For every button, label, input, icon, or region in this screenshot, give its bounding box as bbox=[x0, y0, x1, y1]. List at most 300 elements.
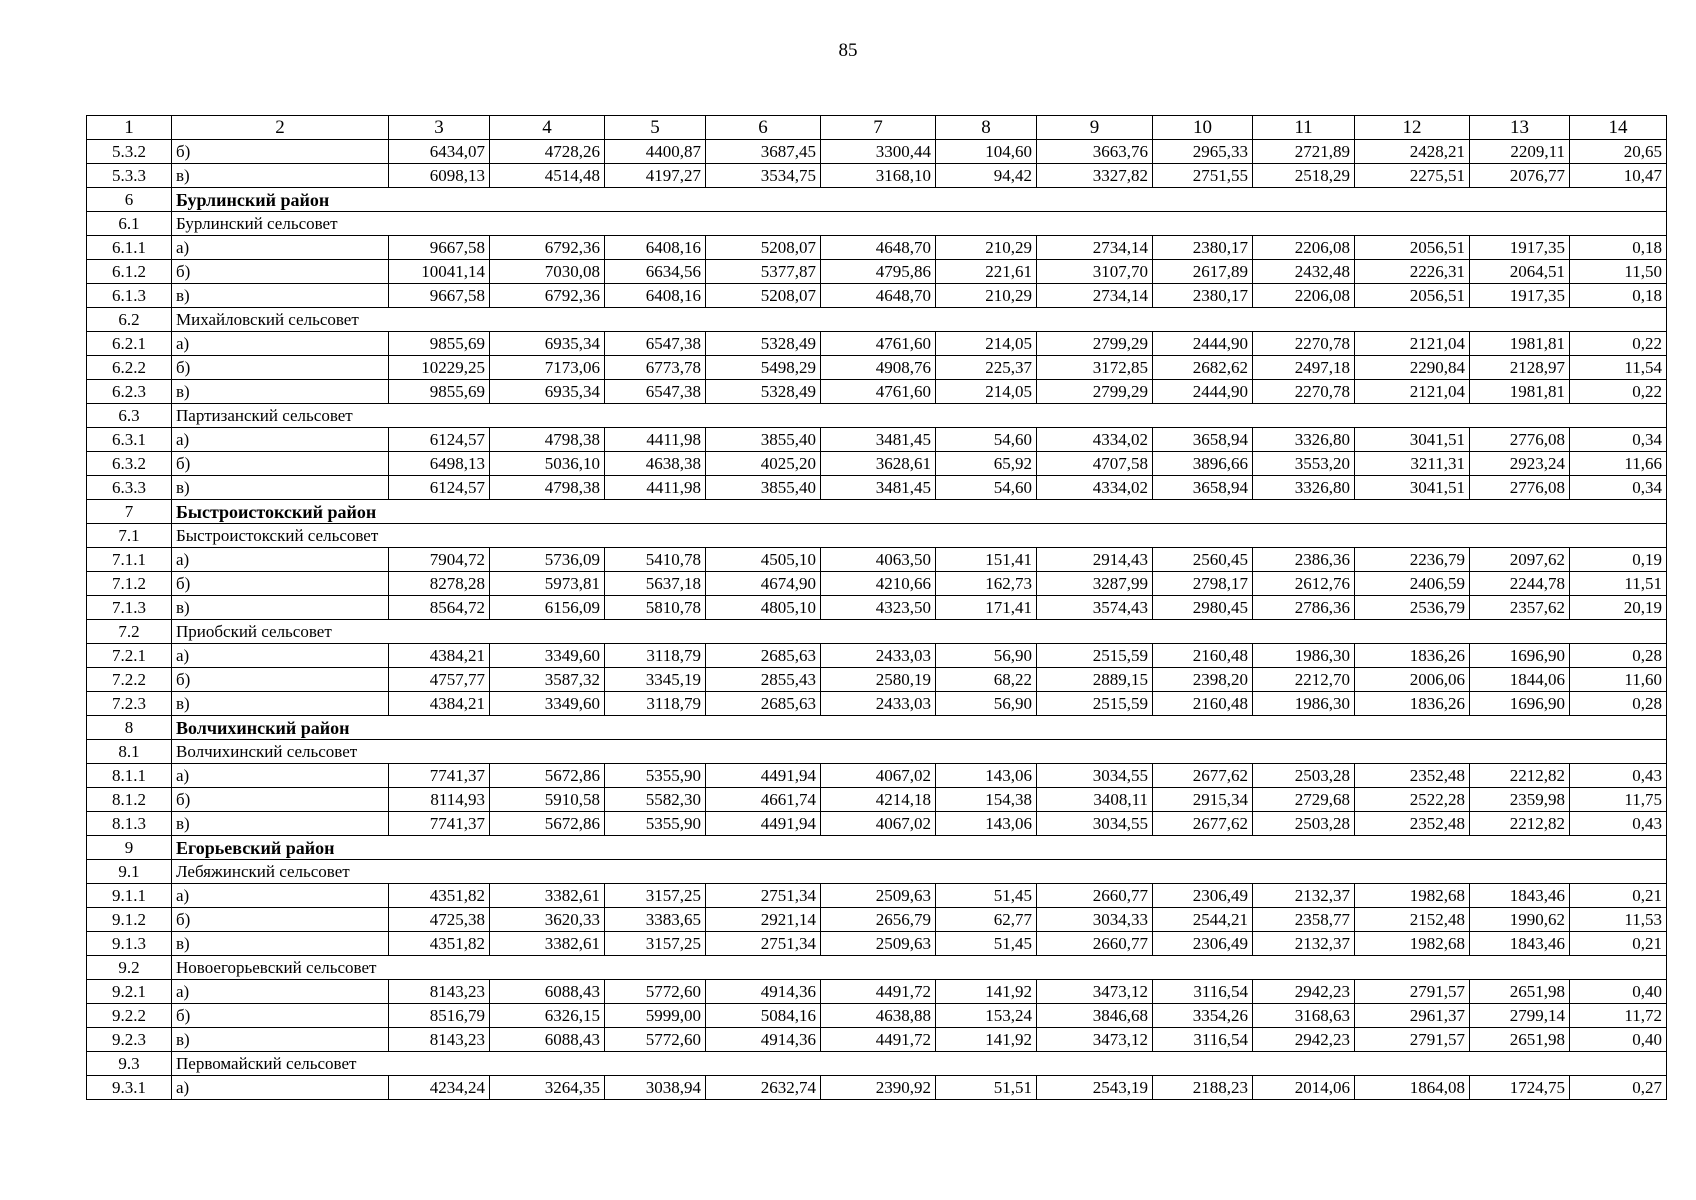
value-cell: 2961,37 bbox=[1355, 1004, 1470, 1028]
row-code: 6.1 bbox=[87, 212, 172, 236]
value-cell: 3038,94 bbox=[605, 1076, 706, 1100]
value-cell: 4707,58 bbox=[1037, 452, 1153, 476]
row-code: 7.2.1 bbox=[87, 644, 172, 668]
table-row bbox=[87, 140, 1667, 164]
value-cell: 4067,02 bbox=[821, 764, 936, 788]
value-cell: 6935,34 bbox=[490, 332, 605, 356]
value-cell: 2734,14 bbox=[1037, 236, 1153, 260]
row-label: б) bbox=[172, 572, 389, 596]
table-row bbox=[87, 1004, 1667, 1028]
table-row bbox=[87, 788, 1667, 812]
table-row bbox=[87, 692, 1667, 716]
value-cell: 4908,76 bbox=[821, 356, 936, 380]
district-title: Волчихинский район bbox=[172, 716, 1667, 740]
value-cell: 11,50 bbox=[1570, 260, 1667, 284]
value-cell: 2128,97 bbox=[1470, 356, 1570, 380]
row-label: в) bbox=[172, 932, 389, 956]
value-cell: 2064,51 bbox=[1470, 260, 1570, 284]
value-cell: 7741,37 bbox=[389, 812, 490, 836]
value-cell: 9667,58 bbox=[389, 284, 490, 308]
value-cell: 2275,51 bbox=[1355, 164, 1470, 188]
value-cell: 141,92 bbox=[936, 980, 1037, 1004]
row-label: б) bbox=[172, 140, 389, 164]
value-cell: 3354,26 bbox=[1153, 1004, 1253, 1028]
row-code: 9.1 bbox=[87, 860, 172, 884]
value-cell: 5772,60 bbox=[605, 980, 706, 1004]
value-cell: 3587,32 bbox=[490, 668, 605, 692]
value-cell: 2651,98 bbox=[1470, 980, 1570, 1004]
value-cell: 3408,11 bbox=[1037, 788, 1153, 812]
value-cell: 2398,20 bbox=[1153, 668, 1253, 692]
value-cell: 4914,36 bbox=[706, 1028, 821, 1052]
value-cell: 4197,27 bbox=[605, 164, 706, 188]
value-cell: 3107,70 bbox=[1037, 260, 1153, 284]
row-label: б) bbox=[172, 668, 389, 692]
row-code: 8.1.3 bbox=[87, 812, 172, 836]
section-row bbox=[87, 1052, 1667, 1076]
value-cell: 2889,15 bbox=[1037, 668, 1153, 692]
table-row bbox=[87, 980, 1667, 1004]
value-cell: 62,77 bbox=[936, 908, 1037, 932]
table-row bbox=[87, 932, 1667, 956]
row-code: 7.2.3 bbox=[87, 692, 172, 716]
value-cell: 4334,02 bbox=[1037, 428, 1153, 452]
value-cell: 2244,78 bbox=[1470, 572, 1570, 596]
district-row bbox=[87, 188, 1667, 212]
value-cell: 3620,33 bbox=[490, 908, 605, 932]
row-code: 6.2.3 bbox=[87, 380, 172, 404]
value-cell: 2515,59 bbox=[1037, 644, 1153, 668]
value-cell: 3041,51 bbox=[1355, 428, 1470, 452]
section-row bbox=[87, 308, 1667, 332]
value-cell: 6408,16 bbox=[605, 236, 706, 260]
value-cell: 2188,23 bbox=[1153, 1076, 1253, 1100]
value-cell: 2380,17 bbox=[1153, 284, 1253, 308]
value-cell: 2660,77 bbox=[1037, 884, 1153, 908]
value-cell: 20,19 bbox=[1570, 596, 1667, 620]
tariff-table bbox=[86, 115, 1667, 1100]
value-cell: 2380,17 bbox=[1153, 236, 1253, 260]
value-cell: 9667,58 bbox=[389, 236, 490, 260]
value-cell: 2428,21 bbox=[1355, 140, 1470, 164]
value-cell: 2651,98 bbox=[1470, 1028, 1570, 1052]
row-code: 6.1.1 bbox=[87, 236, 172, 260]
value-cell: 225,37 bbox=[936, 356, 1037, 380]
row-code: 6.2.1 bbox=[87, 332, 172, 356]
value-cell: 6792,36 bbox=[490, 236, 605, 260]
value-cell: 3157,25 bbox=[605, 932, 706, 956]
value-cell: 1986,30 bbox=[1253, 692, 1355, 716]
column-header: 9 bbox=[1037, 116, 1153, 140]
value-cell: 5036,10 bbox=[490, 452, 605, 476]
value-cell: 2799,14 bbox=[1470, 1004, 1570, 1028]
row-label: в) bbox=[172, 284, 389, 308]
value-cell: 5672,86 bbox=[490, 764, 605, 788]
value-cell: 2132,37 bbox=[1253, 932, 1355, 956]
value-cell: 171,41 bbox=[936, 596, 1037, 620]
value-cell: 0,40 bbox=[1570, 1028, 1667, 1052]
value-cell: 4025,20 bbox=[706, 452, 821, 476]
value-cell: 5973,81 bbox=[490, 572, 605, 596]
value-cell: 2509,63 bbox=[821, 884, 936, 908]
value-cell: 2290,84 bbox=[1355, 356, 1470, 380]
value-cell: 2751,34 bbox=[706, 932, 821, 956]
value-cell: 3118,79 bbox=[605, 644, 706, 668]
value-cell: 2509,63 bbox=[821, 932, 936, 956]
value-cell: 6434,07 bbox=[389, 140, 490, 164]
value-cell: 4674,90 bbox=[706, 572, 821, 596]
value-cell: 4798,38 bbox=[490, 428, 605, 452]
value-cell: 0,43 bbox=[1570, 764, 1667, 788]
section-row bbox=[87, 524, 1667, 548]
value-cell: 4323,50 bbox=[821, 596, 936, 620]
value-cell: 3534,75 bbox=[706, 164, 821, 188]
table-row bbox=[87, 1028, 1667, 1052]
value-cell: 3116,54 bbox=[1153, 980, 1253, 1004]
row-code: 9 bbox=[87, 836, 172, 860]
row-label: б) bbox=[172, 356, 389, 380]
value-cell: 54,60 bbox=[936, 476, 1037, 500]
value-cell: 3118,79 bbox=[605, 692, 706, 716]
column-header: 6 bbox=[706, 116, 821, 140]
value-cell: 2786,36 bbox=[1253, 596, 1355, 620]
value-cell: 2358,77 bbox=[1253, 908, 1355, 932]
value-cell: 2212,70 bbox=[1253, 668, 1355, 692]
value-cell: 11,75 bbox=[1570, 788, 1667, 812]
value-cell: 2980,45 bbox=[1153, 596, 1253, 620]
section-row bbox=[87, 404, 1667, 428]
value-cell: 8143,23 bbox=[389, 1028, 490, 1052]
value-cell: 104,60 bbox=[936, 140, 1037, 164]
value-cell: 4757,77 bbox=[389, 668, 490, 692]
value-cell: 2515,59 bbox=[1037, 692, 1153, 716]
row-label: в) bbox=[172, 380, 389, 404]
value-cell: 51,51 bbox=[936, 1076, 1037, 1100]
value-cell: 1696,90 bbox=[1470, 644, 1570, 668]
district-row bbox=[87, 836, 1667, 860]
value-cell: 3658,94 bbox=[1153, 428, 1253, 452]
table-row bbox=[87, 644, 1667, 668]
value-cell: 2522,28 bbox=[1355, 788, 1470, 812]
value-cell: 3326,80 bbox=[1253, 476, 1355, 500]
value-cell: 6773,78 bbox=[605, 356, 706, 380]
value-cell: 0,40 bbox=[1570, 980, 1667, 1004]
value-cell: 6547,38 bbox=[605, 332, 706, 356]
value-cell: 2270,78 bbox=[1253, 380, 1355, 404]
value-cell: 2444,90 bbox=[1153, 380, 1253, 404]
value-cell: 11,53 bbox=[1570, 908, 1667, 932]
row-code: 9.2.3 bbox=[87, 1028, 172, 1052]
row-code: 8 bbox=[87, 716, 172, 740]
value-cell: 2209,11 bbox=[1470, 140, 1570, 164]
value-cell: 3326,80 bbox=[1253, 428, 1355, 452]
value-cell: 1981,81 bbox=[1470, 332, 1570, 356]
value-cell: 2014,06 bbox=[1253, 1076, 1355, 1100]
district-title: Быстроистокский район bbox=[172, 500, 1667, 524]
value-cell: 5582,30 bbox=[605, 788, 706, 812]
row-code: 7.1.3 bbox=[87, 596, 172, 620]
value-cell: 94,42 bbox=[936, 164, 1037, 188]
value-cell: 4384,21 bbox=[389, 644, 490, 668]
row-code: 9.3 bbox=[87, 1052, 172, 1076]
value-cell: 4661,74 bbox=[706, 788, 821, 812]
value-cell: 4334,02 bbox=[1037, 476, 1153, 500]
value-cell: 2721,89 bbox=[1253, 140, 1355, 164]
value-cell: 10,47 bbox=[1570, 164, 1667, 188]
value-cell: 5672,86 bbox=[490, 812, 605, 836]
value-cell: 3473,12 bbox=[1037, 1028, 1153, 1052]
value-cell: 2518,29 bbox=[1253, 164, 1355, 188]
value-cell: 3349,60 bbox=[490, 644, 605, 668]
table-row bbox=[87, 884, 1667, 908]
column-header: 2 bbox=[172, 116, 389, 140]
value-cell: 3034,55 bbox=[1037, 812, 1153, 836]
value-cell: 1696,90 bbox=[1470, 692, 1570, 716]
value-cell: 3168,10 bbox=[821, 164, 936, 188]
table-row bbox=[87, 380, 1667, 404]
value-cell: 2121,04 bbox=[1355, 332, 1470, 356]
value-cell: 4638,88 bbox=[821, 1004, 936, 1028]
row-code: 8.1 bbox=[87, 740, 172, 764]
row-label: а) bbox=[172, 236, 389, 260]
table-row bbox=[87, 452, 1667, 476]
value-cell: 2612,76 bbox=[1253, 572, 1355, 596]
value-cell: 2432,48 bbox=[1253, 260, 1355, 284]
value-cell: 2270,78 bbox=[1253, 332, 1355, 356]
value-cell: 0,21 bbox=[1570, 932, 1667, 956]
value-cell: 6156,09 bbox=[490, 596, 605, 620]
column-header: 5 bbox=[605, 116, 706, 140]
row-code: 5.3.2 bbox=[87, 140, 172, 164]
value-cell: 2352,48 bbox=[1355, 812, 1470, 836]
value-cell: 3157,25 bbox=[605, 884, 706, 908]
value-cell: 3349,60 bbox=[490, 692, 605, 716]
value-cell: 7904,72 bbox=[389, 548, 490, 572]
value-cell: 8114,93 bbox=[389, 788, 490, 812]
value-cell: 3116,54 bbox=[1153, 1028, 1253, 1052]
value-cell: 6547,38 bbox=[605, 380, 706, 404]
value-cell: 4805,10 bbox=[706, 596, 821, 620]
value-cell: 3172,85 bbox=[1037, 356, 1153, 380]
value-cell: 65,92 bbox=[936, 452, 1037, 476]
value-cell: 5736,09 bbox=[490, 548, 605, 572]
value-cell: 3896,66 bbox=[1153, 452, 1253, 476]
row-code: 8.1.1 bbox=[87, 764, 172, 788]
value-cell: 143,06 bbox=[936, 764, 1037, 788]
value-cell: 141,92 bbox=[936, 1028, 1037, 1052]
value-cell: 6088,43 bbox=[490, 1028, 605, 1052]
value-cell: 0,28 bbox=[1570, 692, 1667, 716]
section-title: Лебяжинский сельсовет bbox=[172, 860, 1667, 884]
value-cell: 10041,14 bbox=[389, 260, 490, 284]
section-title: Приобский сельсовет bbox=[172, 620, 1667, 644]
row-code: 6.1.2 bbox=[87, 260, 172, 284]
table-row bbox=[87, 332, 1667, 356]
value-cell: 3382,61 bbox=[490, 932, 605, 956]
value-cell: 3628,61 bbox=[821, 452, 936, 476]
column-header: 14 bbox=[1570, 116, 1667, 140]
value-cell: 3168,63 bbox=[1253, 1004, 1355, 1028]
row-code: 7.2 bbox=[87, 620, 172, 644]
value-cell: 1982,68 bbox=[1355, 884, 1470, 908]
row-code: 7.1.1 bbox=[87, 548, 172, 572]
row-label: б) bbox=[172, 260, 389, 284]
table-row bbox=[87, 236, 1667, 260]
value-cell: 4491,72 bbox=[821, 980, 936, 1004]
value-cell: 3855,40 bbox=[706, 476, 821, 500]
value-cell: 9855,69 bbox=[389, 380, 490, 404]
section-row bbox=[87, 860, 1667, 884]
value-cell: 0,18 bbox=[1570, 236, 1667, 260]
row-code: 6.3.3 bbox=[87, 476, 172, 500]
value-cell: 2056,51 bbox=[1355, 284, 1470, 308]
value-cell: 2965,33 bbox=[1153, 140, 1253, 164]
value-cell: 5377,87 bbox=[706, 260, 821, 284]
value-cell: 2132,37 bbox=[1253, 884, 1355, 908]
table-row bbox=[87, 596, 1667, 620]
value-cell: 3855,40 bbox=[706, 428, 821, 452]
value-cell: 2729,68 bbox=[1253, 788, 1355, 812]
table-row bbox=[87, 764, 1667, 788]
value-cell: 6326,15 bbox=[490, 1004, 605, 1028]
value-cell: 56,90 bbox=[936, 692, 1037, 716]
value-cell: 8278,28 bbox=[389, 572, 490, 596]
value-cell: 162,73 bbox=[936, 572, 1037, 596]
value-cell: 5999,00 bbox=[605, 1004, 706, 1028]
value-cell: 1843,46 bbox=[1470, 932, 1570, 956]
value-cell: 2776,08 bbox=[1470, 476, 1570, 500]
row-label: б) bbox=[172, 908, 389, 932]
row-code: 9.2 bbox=[87, 956, 172, 980]
value-cell: 2685,63 bbox=[706, 692, 821, 716]
value-cell: 151,41 bbox=[936, 548, 1037, 572]
value-cell: 143,06 bbox=[936, 812, 1037, 836]
row-code: 5.3.3 bbox=[87, 164, 172, 188]
row-code: 9.1.1 bbox=[87, 884, 172, 908]
section-row bbox=[87, 956, 1667, 980]
value-cell: 2799,29 bbox=[1037, 332, 1153, 356]
row-code: 7 bbox=[87, 500, 172, 524]
row-label: в) bbox=[172, 476, 389, 500]
value-cell: 2776,08 bbox=[1470, 428, 1570, 452]
value-cell: 20,65 bbox=[1570, 140, 1667, 164]
value-cell: 56,90 bbox=[936, 644, 1037, 668]
value-cell: 7741,37 bbox=[389, 764, 490, 788]
value-cell: 2791,57 bbox=[1355, 1028, 1470, 1052]
value-cell: 0,19 bbox=[1570, 548, 1667, 572]
value-cell: 5208,07 bbox=[706, 284, 821, 308]
value-cell: 10229,25 bbox=[389, 356, 490, 380]
value-cell: 2580,19 bbox=[821, 668, 936, 692]
value-cell: 214,05 bbox=[936, 332, 1037, 356]
value-cell: 2306,49 bbox=[1153, 884, 1253, 908]
value-cell: 2921,14 bbox=[706, 908, 821, 932]
section-row bbox=[87, 212, 1667, 236]
section-row bbox=[87, 740, 1667, 764]
table-row bbox=[87, 572, 1667, 596]
row-label: в) bbox=[172, 164, 389, 188]
section-title: Михайловский сельсовет bbox=[172, 308, 1667, 332]
value-cell: 3034,33 bbox=[1037, 908, 1153, 932]
value-cell: 2677,62 bbox=[1153, 764, 1253, 788]
value-cell: 68,22 bbox=[936, 668, 1037, 692]
value-cell: 5637,18 bbox=[605, 572, 706, 596]
value-cell: 1982,68 bbox=[1355, 932, 1470, 956]
value-cell: 3287,99 bbox=[1037, 572, 1153, 596]
value-cell: 2543,19 bbox=[1037, 1076, 1153, 1100]
value-cell: 5498,29 bbox=[706, 356, 821, 380]
value-cell: 2682,62 bbox=[1153, 356, 1253, 380]
value-cell: 2076,77 bbox=[1470, 164, 1570, 188]
value-cell: 210,29 bbox=[936, 236, 1037, 260]
value-cell: 11,66 bbox=[1570, 452, 1667, 476]
value-cell: 2656,79 bbox=[821, 908, 936, 932]
value-cell: 2544,21 bbox=[1153, 908, 1253, 932]
district-row bbox=[87, 716, 1667, 740]
value-cell: 4638,38 bbox=[605, 452, 706, 476]
value-cell: 3300,44 bbox=[821, 140, 936, 164]
value-cell: 2791,57 bbox=[1355, 980, 1470, 1004]
value-cell: 2915,34 bbox=[1153, 788, 1253, 812]
value-cell: 2212,82 bbox=[1470, 764, 1570, 788]
page-number: 85 bbox=[838, 40, 858, 61]
row-label: а) bbox=[172, 332, 389, 356]
column-header: 10 bbox=[1153, 116, 1253, 140]
value-cell: 2006,06 bbox=[1355, 668, 1470, 692]
value-cell: 2160,48 bbox=[1153, 644, 1253, 668]
value-cell: 6124,57 bbox=[389, 428, 490, 452]
value-cell: 6124,57 bbox=[389, 476, 490, 500]
value-cell: 0,34 bbox=[1570, 476, 1667, 500]
value-cell: 4411,98 bbox=[605, 476, 706, 500]
row-code: 9.2.1 bbox=[87, 980, 172, 1004]
district-title: Бурлинский район bbox=[172, 188, 1667, 212]
header-row bbox=[87, 116, 1667, 140]
row-label: а) bbox=[172, 548, 389, 572]
value-cell: 4067,02 bbox=[821, 812, 936, 836]
value-cell: 3846,68 bbox=[1037, 1004, 1153, 1028]
value-cell: 2433,03 bbox=[821, 692, 936, 716]
row-code: 6 bbox=[87, 188, 172, 212]
value-cell: 3574,43 bbox=[1037, 596, 1153, 620]
row-code: 6.3 bbox=[87, 404, 172, 428]
value-cell: 5355,90 bbox=[605, 764, 706, 788]
row-code: 6.3.1 bbox=[87, 428, 172, 452]
value-cell: 11,60 bbox=[1570, 668, 1667, 692]
value-cell: 4384,21 bbox=[389, 692, 490, 716]
value-cell: 4351,82 bbox=[389, 932, 490, 956]
value-cell: 2942,23 bbox=[1253, 980, 1355, 1004]
value-cell: 4351,82 bbox=[389, 884, 490, 908]
value-cell: 3687,45 bbox=[706, 140, 821, 164]
value-cell: 11,54 bbox=[1570, 356, 1667, 380]
row-label: в) bbox=[172, 812, 389, 836]
value-cell: 2617,89 bbox=[1153, 260, 1253, 284]
value-cell: 6498,13 bbox=[389, 452, 490, 476]
row-label: б) bbox=[172, 1004, 389, 1028]
value-cell: 6634,56 bbox=[605, 260, 706, 284]
value-cell: 2433,03 bbox=[821, 644, 936, 668]
value-cell: 0,18 bbox=[1570, 284, 1667, 308]
value-cell: 0,43 bbox=[1570, 812, 1667, 836]
section-title: Новоегорьевский сельсовет bbox=[172, 956, 1667, 980]
value-cell: 4725,38 bbox=[389, 908, 490, 932]
row-label: а) bbox=[172, 644, 389, 668]
value-cell: 0,27 bbox=[1570, 1076, 1667, 1100]
row-label: а) bbox=[172, 764, 389, 788]
table-row bbox=[87, 908, 1667, 932]
section-title: Быстроистокский сельсовет bbox=[172, 524, 1667, 548]
